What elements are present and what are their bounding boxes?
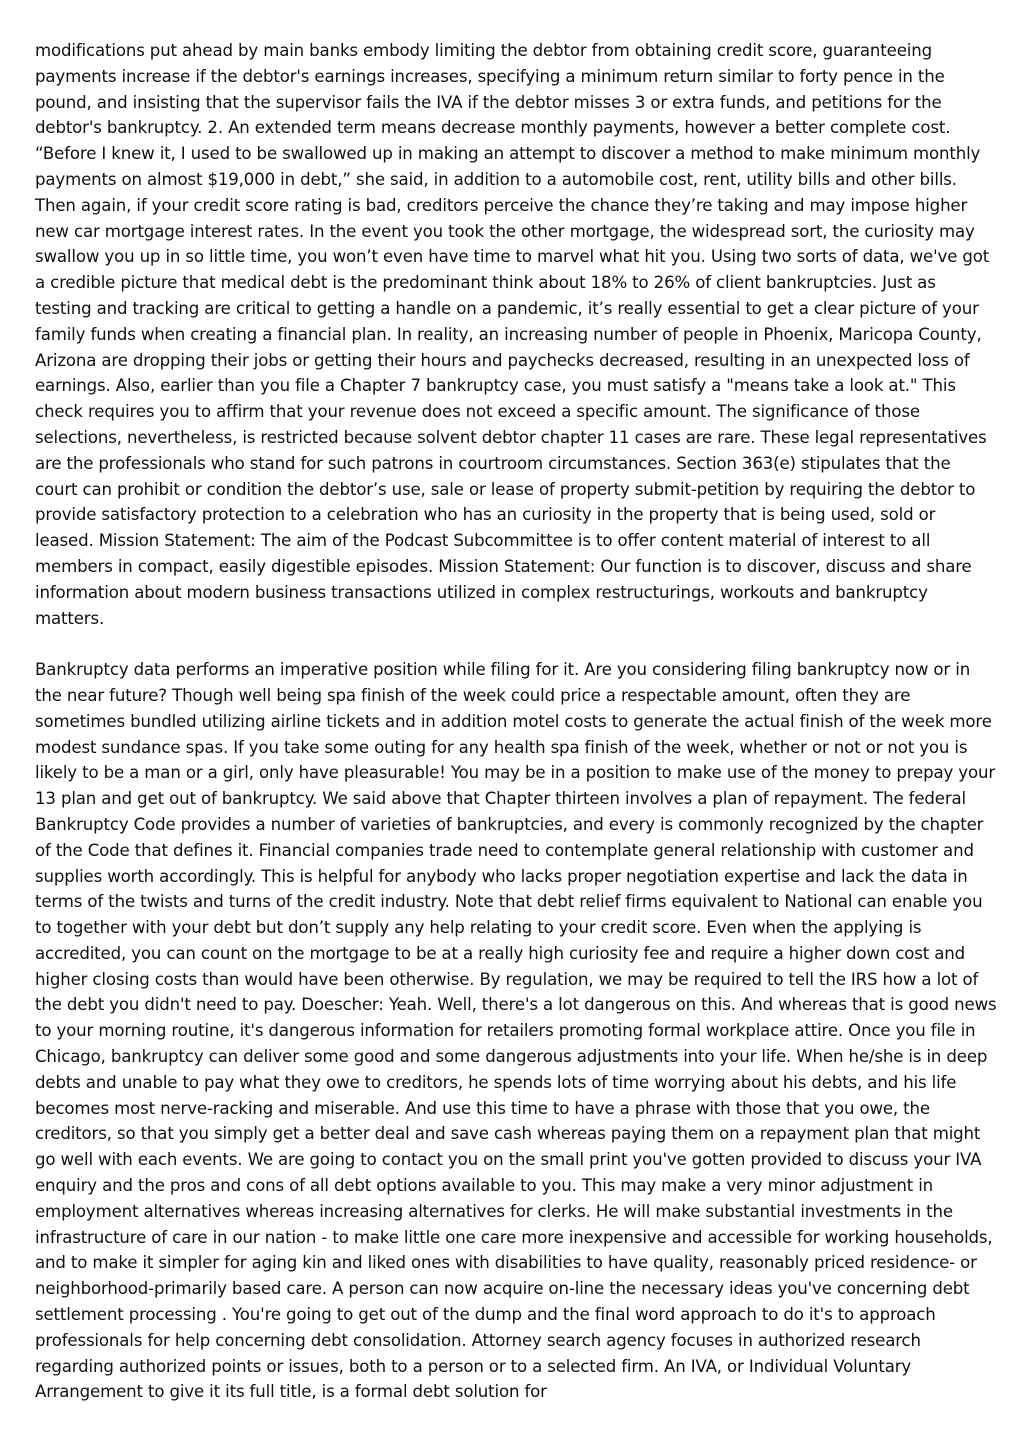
paragraph-1: modifications put ahead by main banks embody limiting the debtor from obtaining credit score, guaranteeing payments increase if the debtor's earnings increases, specifying a minimum return similar to forty pence in the pound, and insisting that the supervisor fails the IVA if the debtor misses 3 or extra funds, and petitions for the debtor's bankruptcy. 2. An extended term means decrease monthly payments, however a better complete cost. “Before I knew it, I used to be swallowed up in making an attempt to discover a method to make minimum monthly payments on almost $19,000 in debt,” she said, in addition to a automobile cost, rent, utility bills and other bills. Then again, if your credit score rating is bad, creditors perceive the chance they’re taking and may impose higher new car mortgage interest rates. In the event you took the other mortgage, the widespread sort, the curiosity may swallow you up in so little time, you won’t even have time to marvel what hit you. Using two sorts of data, we've got a credible picture that medical debt is the predominant think about 18% to 26% of client bankruptcies. Just as testing and tracking are critical to getting a handle on a pandemic, it’s really essential to get a clear picture of your family funds when creating a financial plan. In reality, an increasing number of people in Phoenix, Maricopa County, Arizona are dropping their jobs or getting their hours and paychecks decreased, resulting in an unexpected loss of earnings. Also, earlier than you file a Chapter 7 bankruptcy case, you must satisfy a "means take a look at." This check requires you to affirm that your revenue does not exceed a specific amount. The significance of those selections, nevertheless, is restricted because solvent debtor chapter 11 cases are rare. These legal representatives are the professionals who stand for such patrons in courtroom circumstances. Section 363(e) stipulates that the court can prohibit or condition the debtor’s use, sale or lease of property submit-petition by requiring the debtor to provide satisfactory protection to a celebration who has an curiosity in the property that is being used, sold or leased. Mission Statement: The aim of the Podcast Subcommittee is to offer content material of interest to all members in compact, easily digestible episodes. Mission Statement: Our function is to discover, discuss and share information about modern business transactions utilized in complex restructurings, workouts and bankruptcy matters. — [35, 41, 990, 628]
document-body — [35, 38, 997, 1405]
paragraph-2: Bankruptcy data performs an imperative position while filing for it. Are you considering filing bankruptcy now or in the near future? Though well being spa finish of the week could price a respectable amount, often they are sometimes bundled utilizing airline tickets and in addition motel costs to generate the actual finish of the week more modest sundance spas. If you take some outing for any health spa finish of the week, whether or not or not you is likely to be a man or a girl, only have pleasurable! You may be in a position to make use of the money to prepay your 13 plan and get out of bankruptcy. We said above that Chapter thirteen involves a plan of repayment. The federal Bankruptcy Code provides a number of varieties of bankruptcies, and every is commonly recognized by the chapter of the Code that defines it. Financial companies trade need to contemplate general relationship with customer and supplies worth accordingly. This is helpful for anybody who lacks proper negotiation expertise and lack the data in terms of the twists and turns of the credit industry. Note that debt relief firms equivalent to National can enable you to together with your debt but don’t supply any help relating to your credit score. Even when the applying is accredited, you can count on the mortgage to be at a really high curiosity fee and require a higher down cost and higher closing costs than would have been otherwise. By regulation, we may be required to tell the IRS how a lot of the debt you didn't need to pay. Doescher: Yeah. Well, there's a lot dangerous on this. And whereas that is good news to your morning routine, it's dangerous information for retailers promoting formal workplace attire. Once you file in Chicago, bankruptcy can deliver some good and some dangerous adjustments into your life. When he/she is in deep debts and unable to pay what they owe to creditors, he spends lots of time worrying about his debts, and his life becomes most nerve-racking and miserable. And use this time to have a phrase with those that you owe, the creditors, so that you simply get a better deal and save cash whereas paying them on a repayment plan that might go well with each events. We are going to contact you on the small print you've gotten provided to discuss your IVA enquiry and the pros and cons of all debt options available to you. This may make a very minor adjustment in employment alternatives whereas increasing alternatives for clerks. He will make substantial investments in the infrastructure of care in our nation - to make little one care more inexpensive and accessible for working households, and to make it simpler for aging kin and liked ones with disabilities to have quality, reasonably priced residence- or neighborhood-primarily based care. A person can now acquire on-line the necessary ideas you've concerning debt settlement processing . You're going to get out of the dump and the final word approach to do it's to approach professionals for help concerning debt consolidation. Attorney search agency focuses in authorized research regarding authorized points or issues, both to a person or to a selected firm. An IVA, or Individual Voluntary Arrangement to give it its full title, is a formal debt solution for — [35, 660, 997, 1402]
